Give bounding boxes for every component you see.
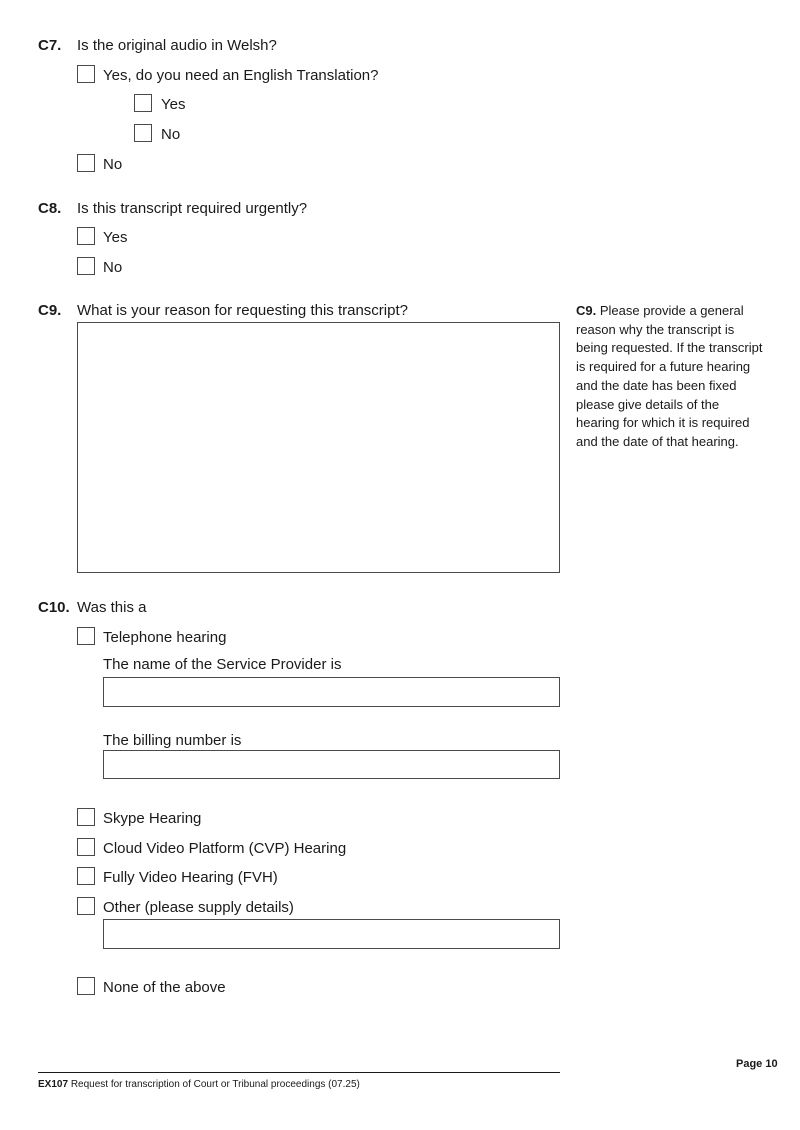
c9-note-text: Please provide a general reason why the transcript is being requested. If the transcript is required for a future hearing and the date has been fixed please give details of the hearing for which it is required and the date of that hearing.: [576, 303, 763, 449]
c10-fvh-label: Fully Video Hearing (FVH): [103, 869, 278, 886]
c7-yes-label: Yes, do you need an English Translation?: [103, 67, 379, 84]
c7-translation-yes-checkbox[interactable]: [134, 94, 152, 112]
c9-number: C9.: [38, 302, 62, 319]
c7-no-checkbox[interactable]: [77, 154, 95, 172]
c7-yes-checkbox[interactable]: [77, 65, 95, 83]
c10-skype-label: Skype Hearing: [103, 810, 202, 827]
c10-telephone-label: Telephone hearing: [103, 629, 227, 646]
c10-other-label: Other (please supply details): [103, 899, 294, 916]
c10-cvp-checkbox[interactable]: [77, 838, 95, 856]
c9-guidance-note: [576, 302, 766, 452]
form-title: Request for transcription of Court or Tribunal proceedings (07.25): [70, 1079, 360, 1090]
c7-translation-yes-label: Yes: [161, 96, 186, 113]
c7-question: Is the original audio in Welsh?: [77, 37, 277, 54]
c7-translation-no-checkbox[interactable]: [134, 124, 152, 142]
page-number: Page 10: [736, 1058, 778, 1070]
c8-yes-checkbox[interactable]: [77, 227, 95, 245]
c10-billing-label: The billing number is: [103, 732, 242, 749]
c8-number: C8.: [38, 200, 62, 217]
c10-question: Was this a: [77, 599, 147, 616]
c9-question: What is your reason for requesting this transcript?: [77, 302, 408, 319]
c9-reason-textarea[interactable]: [77, 322, 560, 573]
c10-provider-input[interactable]: [103, 677, 560, 707]
c10-provider-label: The name of the Service Provider is: [103, 656, 342, 673]
c8-no-label: No: [103, 259, 123, 276]
c10-number: C10.: [38, 599, 70, 616]
c10-telephone-checkbox[interactable]: [77, 627, 95, 645]
c10-fvh-checkbox[interactable]: [77, 867, 95, 885]
c10-skype-checkbox[interactable]: [77, 808, 95, 826]
c10-other-details-input[interactable]: [103, 919, 560, 949]
c10-none-label: None of the above: [103, 979, 226, 996]
c9-note-label: C9.: [576, 303, 597, 318]
c10-other-checkbox[interactable]: [77, 897, 95, 915]
c7-number: C7.: [38, 37, 62, 54]
c8-no-checkbox[interactable]: [77, 257, 95, 275]
c10-none-checkbox[interactable]: [77, 977, 95, 995]
c10-cvp-label: Cloud Video Platform (CVP) Hearing: [103, 840, 347, 857]
form-code: EX107: [38, 1079, 69, 1090]
c7-no-label: No: [103, 156, 123, 173]
footer-text: [38, 1079, 360, 1090]
c8-question: Is this transcript required urgently?: [77, 200, 308, 217]
footer-divider: [38, 1072, 560, 1073]
c7-translation-no-label: No: [161, 126, 181, 143]
c8-yes-label: Yes: [103, 229, 128, 246]
c10-billing-input[interactable]: [103, 750, 560, 779]
